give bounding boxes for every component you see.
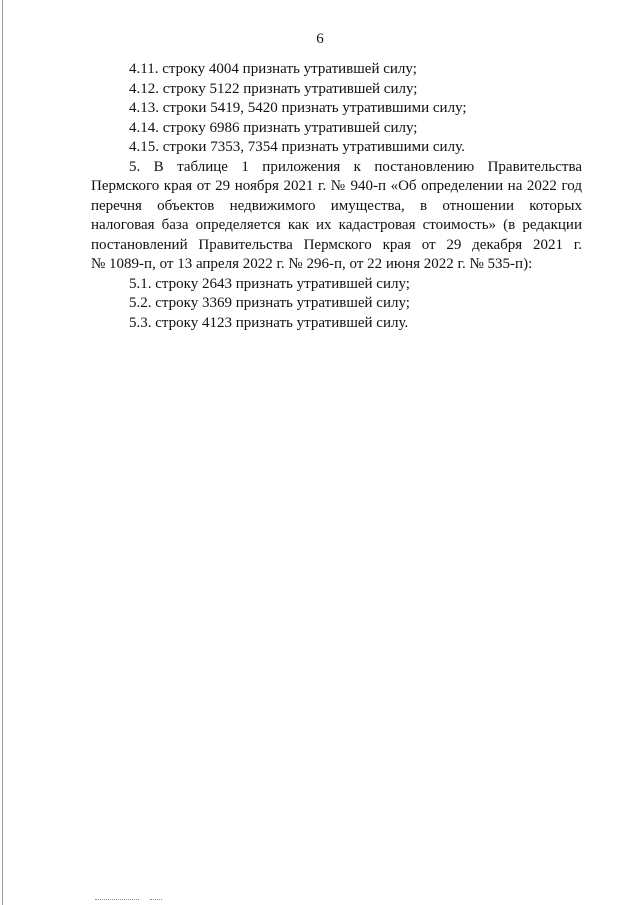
paragraph-5-line-1: 5. В таблице 1 приложения к постановлению Правительства — [129, 158, 582, 175]
document-body — [91, 60, 582, 333]
item-5-3: 5.3. строку 4123 признать утратившей силу. — [129, 314, 409, 331]
item-4-14: 4.14. строку 6986 признать утратившей силу; — [129, 119, 418, 136]
paragraph-5-line-3: перечня объектов недвижимого имущества, в отношении которых — [91, 197, 582, 214]
item-5-2: 5.2. строку 3369 признать утратившей силу; — [129, 295, 410, 311]
item-4-11: 4.11. строку 4004 признать утратившей силу; — [129, 61, 417, 77]
paragraph-5-line-5: постановлений Правительства Пермского края от 29 декабря 2021 г. — [91, 236, 582, 253]
item-4-13: 4.13. строки 5419, 5420 признать утратившими силу; — [129, 100, 467, 116]
item-4-15: 4.15. строки 7353, 7354 признать утратившими силу. — [129, 139, 465, 155]
item-4-12: 4.12. строку 5122 признать утратившей силу; — [129, 80, 418, 97]
paragraph-5-line-6: № 1089-п, от 13 апреля 2022 г. № 296-п, от 22 июня 2022 г. № 535-п): — [91, 256, 533, 272]
scan-edge-line — [2, 0, 3, 905]
scan-artifact-dots — [95, 899, 139, 901]
scan-artifact-dots-2 — [150, 899, 162, 901]
item-5-1: 5.1. строку 2643 признать утратившей силу; — [129, 275, 410, 292]
paragraph-5-line-4: налоговая база определяется как их кадастровая стоимость» (в редакции — [91, 217, 582, 233]
page-number: 6 — [316, 31, 324, 47]
paragraph-5-line-2: Пермского края от 29 ноября 2021 г. № 940-п «Об определении на 2022 год — [91, 178, 582, 194]
